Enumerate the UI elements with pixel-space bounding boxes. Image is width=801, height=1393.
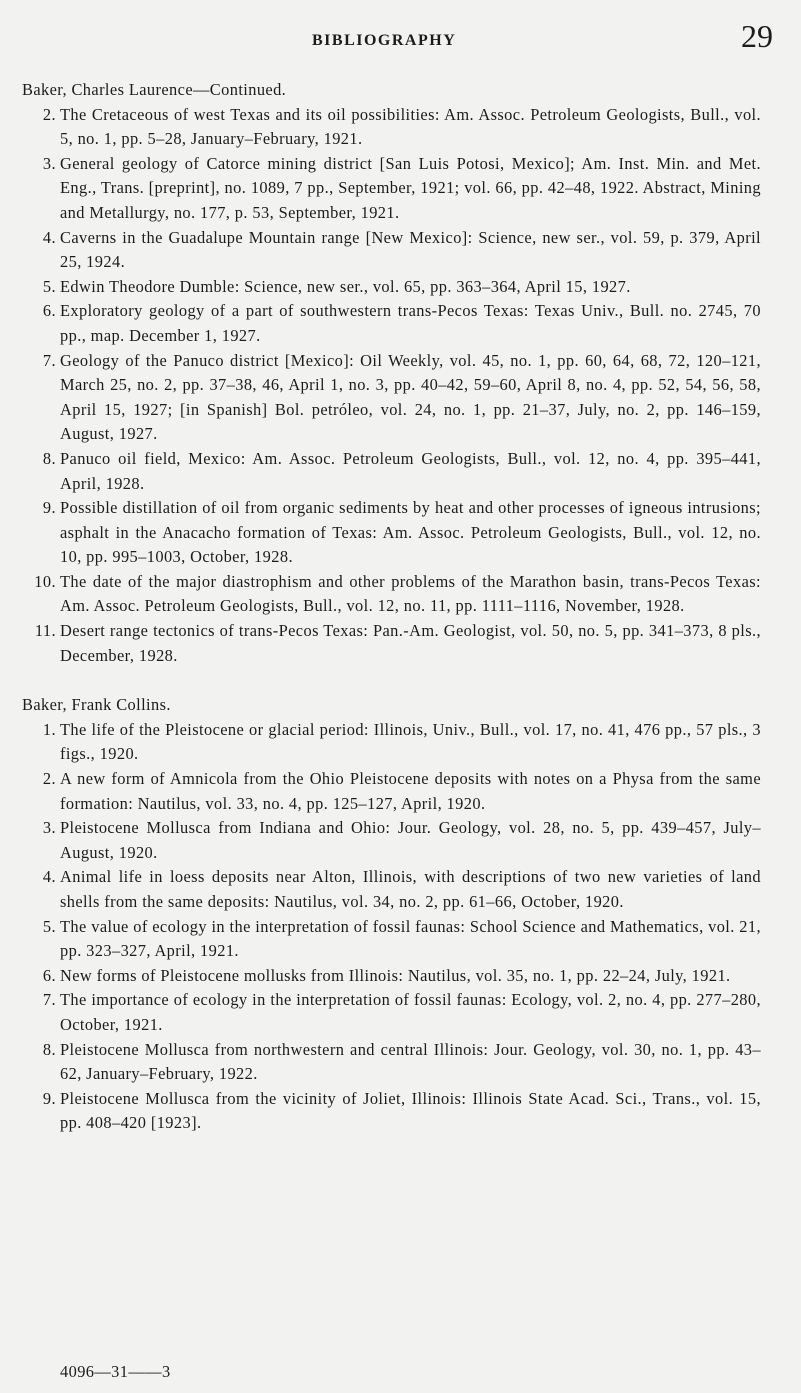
entry-number: 1. [42,719,56,739]
running-title: BIBLIOGRAPHY [312,32,457,49]
bibliography-entry [0,299,801,348]
author-group-frank-baker [0,693,801,1136]
entry-number: 2. [42,104,56,124]
entry-text: Exploratory geology of a part of southwestern trans-Pecos Texas: Texas Univ., Bull. no. 2745, 70 pp., map. December 1, 1927. [60,301,761,345]
entry-text: A new form of Amnicola from the Ohio Pleistocene deposits with notes on a Physa from the same formation: Nautilus, vol. 33, no. 4, pp. 125–127, April, 1920. [60,769,761,813]
bibliography-entry [0,964,801,989]
entry-text: General geology of Catorce mining district [San Luis Potosi, Mexico]; Am. Inst. Min. and Met. Eng., Trans. [preprint], no. 1089, 7 pp., September, 1921; vol. 66, pp. 42–48, 1922. Abstract, Mining and Metallurgy, no. 177, p. 53, September, 1921. [60,153,761,222]
entry-number: 4. [42,867,56,887]
bibliography-entry [0,152,801,226]
entry-number: 7. [42,350,56,370]
bibliography-entry [0,816,801,865]
entry-text: Pleistocene Mollusca from Indiana and Ohio: Jour. Geology, vol. 28, no. 5, pp. 439–457, July–August, 1920. [60,818,761,862]
entry-number: 10. [34,571,56,591]
entry-list [0,718,801,1136]
entry-text: The value of ecology in the interpretation of fossil faunas: School Science and Mathematics, vol. 21, pp. 323–327, April, 1921. [60,916,761,961]
entry-text: Animal life in loess deposits near Alton, Illinois, with descriptions of two new varieties of land shells from the same deposits: Nautilus, vol. 34, no. 2, pp. 61–66, October, 1920. [60,867,761,911]
entry-text: Possible distillation of oil from organic sediments by heat and other processes of igneous intrusions; asphalt in the Anacacho formation of Texas: Am. Assoc. Petroleum Geologists, Bull., vol. 12, no. 10, pp. 995–1003, October, 1928. [60,498,761,567]
entry-text: The life of the Pleistocene or glacial period: Illinois, Univ., Bull., vol. 17, no. 41, 476 pp., 57 pls., 3 figs., 1920. [60,719,761,764]
bibliography-entry [0,619,801,668]
entry-number: 2. [42,769,56,789]
entry-number: 7. [42,990,56,1010]
entry-text: Panuco oil field, Mexico: Am. Assoc. Petroleum Geologists, Bull., vol. 12, no. 4, pp. 395–441, April, 1928. [60,448,761,493]
page-header [0,18,801,58]
bibliography-content [0,78,801,1161]
entry-text: Caverns in the Guadalupe Mountain range [New Mexico]: Science, new ser., vol. 59, p. 379, April 25, 1924. [60,227,761,272]
entry-text: The importance of ecology in the interpretation of fossil faunas: Ecology, vol. 2, no. 4, pp. 277–280, October, 1921. [60,990,761,1034]
bibliography-entry [0,496,801,570]
entry-number: 8. [42,1039,56,1059]
bibliography-entry [0,447,801,496]
page-number: 29 [741,18,773,54]
bibliography-entry [0,103,801,152]
bibliography-entry [0,570,801,619]
entry-text: Desert range tectonics of trans-Pecos Texas: Pan.-Am. Geologist, vol. 50, no. 5, pp. 341–373, 8 pls., December, 1928. [60,621,761,665]
printer-signature: 4096—31——3 [60,1362,171,1381]
entry-number: 9. [42,1088,56,1108]
entry-number: 11. [34,621,56,641]
bibliography-entry [0,915,801,964]
entry-number: 3. [42,153,56,173]
bibliography-entry [0,349,801,447]
entry-number: 5. [42,916,56,936]
entry-number: 5. [42,276,56,296]
bibliography-entry [0,226,801,275]
bibliography-entry [0,718,801,767]
entry-text: New forms of Pleistocene mollusks from Illinois: Nautilus, vol. 35, no. 1, pp. 22–24, July, 1921. [60,965,731,985]
entry-text: Pleistocene Mollusca from the vicinity of Joliet, Illinois: Illinois State Acad. Sci., Trans., vol. 15, pp. 408–420 [1923]. [60,1088,761,1133]
bibliography-entry [0,767,801,816]
bibliography-entry [0,865,801,914]
entry-number: 6. [42,301,56,321]
bibliography-entry [0,275,801,300]
entry-text: Pleistocene Mollusca from northwestern and central Illinois: Jour. Geology, vol. 30, no. 1, pp. 43–62, January–February, 1922. [60,1039,761,1084]
author-group-charles-baker [0,78,801,668]
entry-text: Edwin Theodore Dumble: Science, new ser., vol. 65, pp. 363–364, April 15, 1927. [60,276,631,296]
entry-list [0,103,801,669]
entry-number: 6. [42,965,56,985]
entry-text: The date of the major diastrophism and other problems of the Marathon basin, trans-Pecos Texas: Am. Assoc. Petroleum Geologists, Bull., vol. 12, no. 11, pp. 1111–1116, November, 1928. [60,571,761,616]
entry-number: 9. [42,498,56,518]
bibliography-entry [0,988,801,1037]
entry-number: 4. [42,227,56,247]
entry-text: Geology of the Panuco district [Mexico]: Oil Weekly, vol. 45, no. 1, pp. 60, 64, 68, 72, 120–121, March 25, no. 2, pp. 37–38, 46, April 1, no. 3, pp. 40–42, 59–60, April 8, no. 4, pp. 52, 54, 56, 58, April 15, 1927; [in Spanish] Bol. petróleo, vol. 24, no. 1, pp. 21–37, July, no. 2, pp. 146–159, August, 1927. [60,350,761,444]
entry-number: 3. [42,818,56,838]
author-heading: Baker, Frank Collins. [22,695,171,715]
author-heading: Baker, Charles Laurence—Continued. [22,80,287,99]
entry-number: 8. [42,448,56,468]
entry-text: The Cretaceous of west Texas and its oil possibilities: Am. Assoc. Petroleum Geologists, Bull., vol. 5, no. 1, pp. 5–28, January–February, 1921. [60,104,761,149]
bibliography-entry [0,1038,801,1087]
bibliography-entry [0,1087,801,1136]
